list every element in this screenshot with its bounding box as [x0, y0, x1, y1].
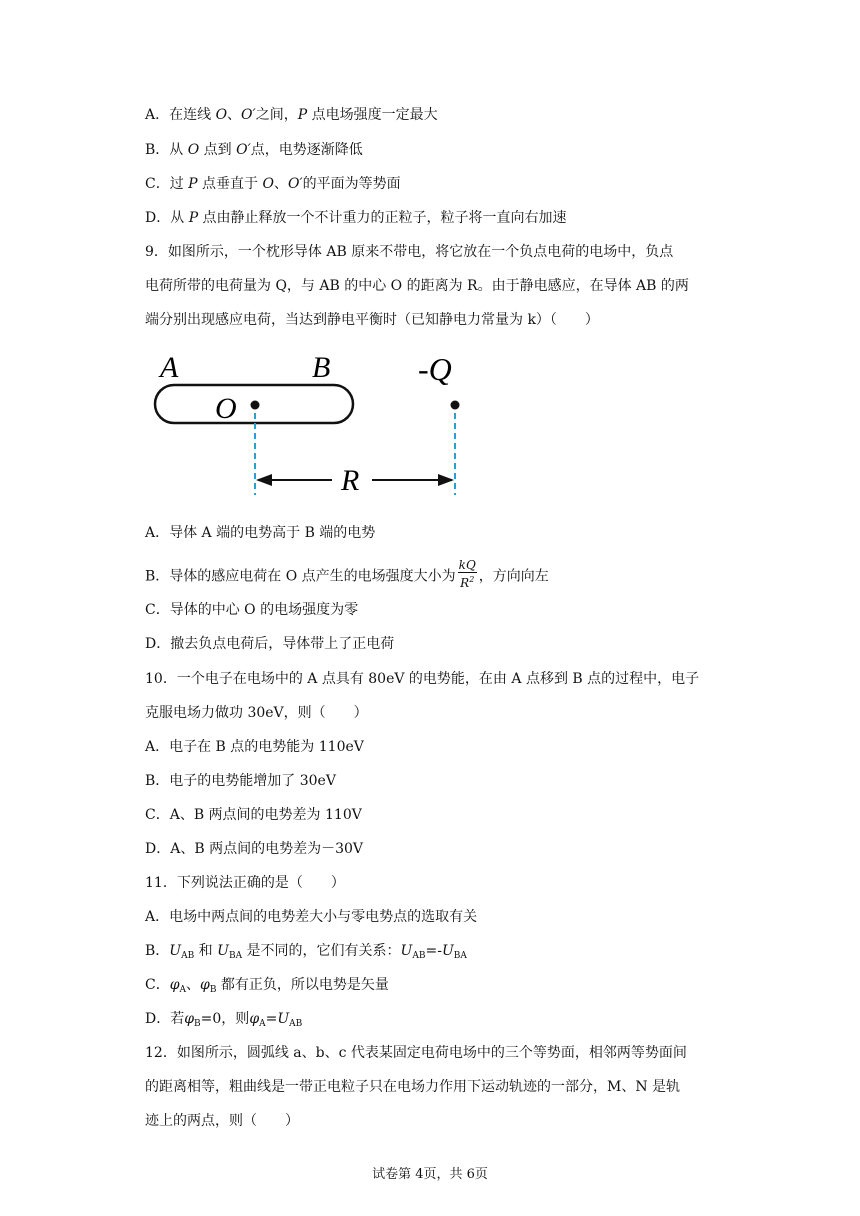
q9-option-b: B．导体的感应电荷在 O 点产生的电场强度大小为 $\frac{kQ}{R^2}$ ，方向向左	[145, 558, 549, 590]
q10-option-a: A．电子在 B 点的电势能为 110eV	[145, 739, 364, 755]
q12-stem-line1: 12．如图所示，圆弧线 a、b、c 代表某固定电荷电场中的三个等势面，相邻两等势面间	[145, 1045, 687, 1061]
q8-option-d: D．从 P 点由静止释放一个不计重力的正粒子，粒子将一直向右加速	[145, 210, 567, 226]
q12-stem-line2: 的距离相等，粗曲线是一带正电粒子只在电场力作用下运动轨迹的一部分，M、N 是轨	[145, 1079, 681, 1095]
q11-option-a: A．电场中两点间的电势差大小与零电势点的选取有关	[145, 909, 478, 925]
label-neg-q: -Q	[418, 351, 452, 387]
q8-option-a: A．在连线 O、O′之间，P 点电场强度一定最大	[145, 107, 438, 123]
q9-option-c: C．导体的中心 O 的电场强度为零	[145, 602, 359, 618]
charge-point-q	[451, 401, 460, 410]
q9-stem-line2: 电荷所带的电荷量为 Q，与 AB 的中心 O 的距离为 R。由于静电感应，在导体 AB 的两	[145, 278, 689, 294]
q9-option-d: D．撤去负点电荷后，导体带上了正电荷	[145, 636, 395, 652]
q9-option-a: A．导体 A 端的电势高于 B 端的电势	[145, 525, 376, 541]
q10-stem-line2: 克服电场力做功 30eV，则（ ）	[145, 705, 368, 721]
page-footer: 试卷第 4页，共 6页	[372, 1167, 488, 1182]
q8-option-b: B．从 O 点到 O′点，电势逐渐降低	[145, 142, 363, 158]
q9-stem-line1: 9．如图所示，一个枕形导体 AB 原来不带电，将它放在一个负点电荷的电场中，负点	[145, 244, 674, 260]
q8-option-c: C．过 P 点垂直于 O、O′的平面为等势面	[145, 176, 401, 192]
q10-stem-line1: 10．一个电子在电场中的 A 点具有 80eV 的电势能，在由 A 点移到 B 点的过程中，电子	[145, 671, 700, 687]
label-a: A	[160, 351, 179, 384]
arrowhead-right	[438, 474, 454, 486]
q12-stem-line3: 迹上的两点，则（ ）	[145, 1113, 299, 1129]
fraction-kq-r2: $\frac{kQ}{R^2}$	[458, 558, 476, 590]
q11-option-c: C．$\varphi_A$、$\varphi_B$ 都有正负，所以电势是矢量	[145, 977, 389, 995]
q11-stem: 11．下列说法正确的是（ ）	[145, 875, 345, 891]
q10-option-c: C．A、B 两点间的电势差为 110V	[145, 807, 362, 823]
arrowhead-left	[256, 474, 272, 486]
q11-option-b: B．$U_{AB}$ 和 $U_{BA}$ 是不同的，它们有关系：$U_{AB}=-U_{BA}$	[145, 943, 467, 961]
q10-option-d: D．A、B 两点间的电势差为－30V	[145, 841, 363, 857]
label-b: B	[312, 351, 331, 384]
q10-option-b: B．电子的电势能增加了 30eV	[145, 773, 336, 789]
label-o: O	[215, 392, 237, 425]
pillow-conductor-figure	[150, 345, 480, 505]
q9-stem-line3: 端分别出现感应电荷，当达到静电平衡时（已知静电力常量为 k）（ ）	[145, 312, 599, 328]
label-r: R	[341, 464, 360, 497]
q11-option-d: D．若$\varphi_B=0$，则$\varphi_A=U_{AB}$	[145, 1011, 303, 1029]
center-point-o	[251, 401, 260, 410]
